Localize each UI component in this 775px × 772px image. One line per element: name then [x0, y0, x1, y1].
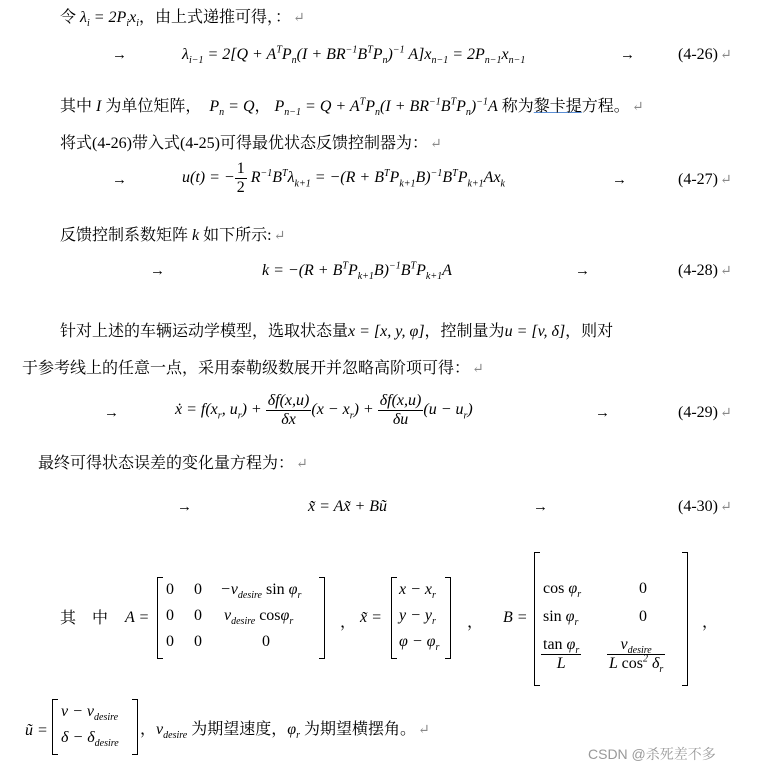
equation-4-29: ẋ = $f(x_r$, $u_r$) + $\frac{\delta f(x,u)}{\delta x}$ $(x - x_r)$ + $\frac{\delta f(x,u)}{\delta u}$ $(u - u_r)$	[175, 392, 473, 428]
para-riccati: 其中 I 为单位矩阵， $P_n = Q$， $P_{n-1} = Q + A^TP_n(I + BR^{-1}B^TP_n)^{-1}A$ 称为黎卡提方程。 ↵	[60, 96, 644, 119]
para-error: 最终可得状态误差的变化量方程为： ↵	[38, 455, 308, 472]
arrow-4-26b: →	[620, 47, 635, 63]
para-model-line2: 于参考线上的任意一点，采用泰勒级数展开并忽略高阶项可得： ↵	[22, 360, 484, 377]
equation-4-27: u(t) = − $\frac{1}{2}$ $R^{-1}B^T\lambda_{k+1} = -(R + B^TP_{k+1}B)^{-1}B^TP_{k+1}Ax_k$	[182, 160, 505, 196]
arrow-4-29: →	[104, 405, 119, 421]
arrow-4-29b: →	[595, 405, 610, 421]
equation-4-30: x̃̇ = Ax̃ + Bũ	[308, 498, 388, 515]
eqno-4-27: (4-27) ↵	[678, 171, 732, 188]
eqno-4-29: (4-29) ↵	[678, 404, 732, 421]
comma-2: ，	[467, 614, 484, 631]
intro-line: 令 $\lambda_i = 2P_ix_i$，由上式递推可得，： ↵	[60, 9, 305, 30]
matrix-u: $v - v_{desire}$ $\delta - \delta_{desire}$	[52, 699, 138, 755]
final-line: ，$v_{desire}$ 为期望速度，$\varphi_r$ 为期望横摆角。 ↵	[140, 721, 430, 742]
matrix-x-label: x̃ =	[360, 609, 382, 626]
csdn-watermark: CSDN @杀死差不多	[588, 746, 716, 762]
eqno-4-26: (4-26) ↵	[678, 46, 732, 63]
comma-3: ，	[702, 614, 719, 631]
intro-after: ，由上式递推可得，：	[138, 9, 291, 26]
arrow-4-30: →	[177, 499, 192, 515]
matrix-b: $\cos \varphi_r$ 0 $\sin \varphi_r$ 0 $\frac{\tan \varphi_r}{L}$ $\frac{v_{desire}}{L \cos^2 \delta_r}$	[534, 552, 688, 686]
para-feedback: 将式(4-26)带入式(4-25)可得最优状态反馈控制器为： ↵	[60, 135, 442, 152]
intro-lead: 令	[60, 9, 77, 26]
para-gain: 反馈控制系数矩阵 k 如下所示: ↵	[60, 227, 286, 244]
matrix-a-label: A =	[125, 609, 150, 626]
matrix-x: $x - x_r$ $y - y_r$ $\varphi - \varphi_r$	[391, 577, 451, 659]
matrix-u-label: ũ =	[25, 722, 48, 739]
arrow-4-27: →	[112, 172, 127, 188]
equation-4-26: $\lambda_{i-1} = 2[Q + A^TP_n(I + BR^{-1}B^TP_n)^{-1}$ $A]x_{n-1} = 2P_{n-1}x_{n-1}$	[182, 44, 526, 67]
eqno-4-30: (4-30) ↵	[678, 498, 732, 515]
arrow-4-28b: →	[575, 263, 590, 279]
eqno-4-28: (4-28) ↵	[678, 262, 732, 279]
equation-4-28: $k = -(R + B^TP_{k+1}B)^{-1}B^TP_{k+1}A$	[262, 260, 452, 283]
comma-1: ，	[340, 614, 357, 631]
arrow-4-30b: →	[533, 499, 548, 515]
riccati-term: 黎卡提	[533, 98, 582, 115]
arrow-4-26: →	[112, 47, 127, 63]
para-model-line1: 针对上述的车辆运动学模型，选取状态量x = [x, y, φ]，控制量为u = [v, δ]，则对	[60, 323, 614, 340]
arrow-4-27b: →	[612, 172, 627, 188]
where-label: 其 中	[60, 610, 115, 627]
lambda-def: $\lambda_i = 2P_ix_i$	[80, 9, 139, 30]
arrow-4-28: →	[150, 263, 165, 279]
matrix-a: 0 0 $-v_{desire}$ $\sin \varphi_r$ 0 0 $v_{desire}$ cosφ$_r$ 0 0 0	[157, 577, 325, 659]
matrix-b-label: B =	[503, 609, 528, 626]
